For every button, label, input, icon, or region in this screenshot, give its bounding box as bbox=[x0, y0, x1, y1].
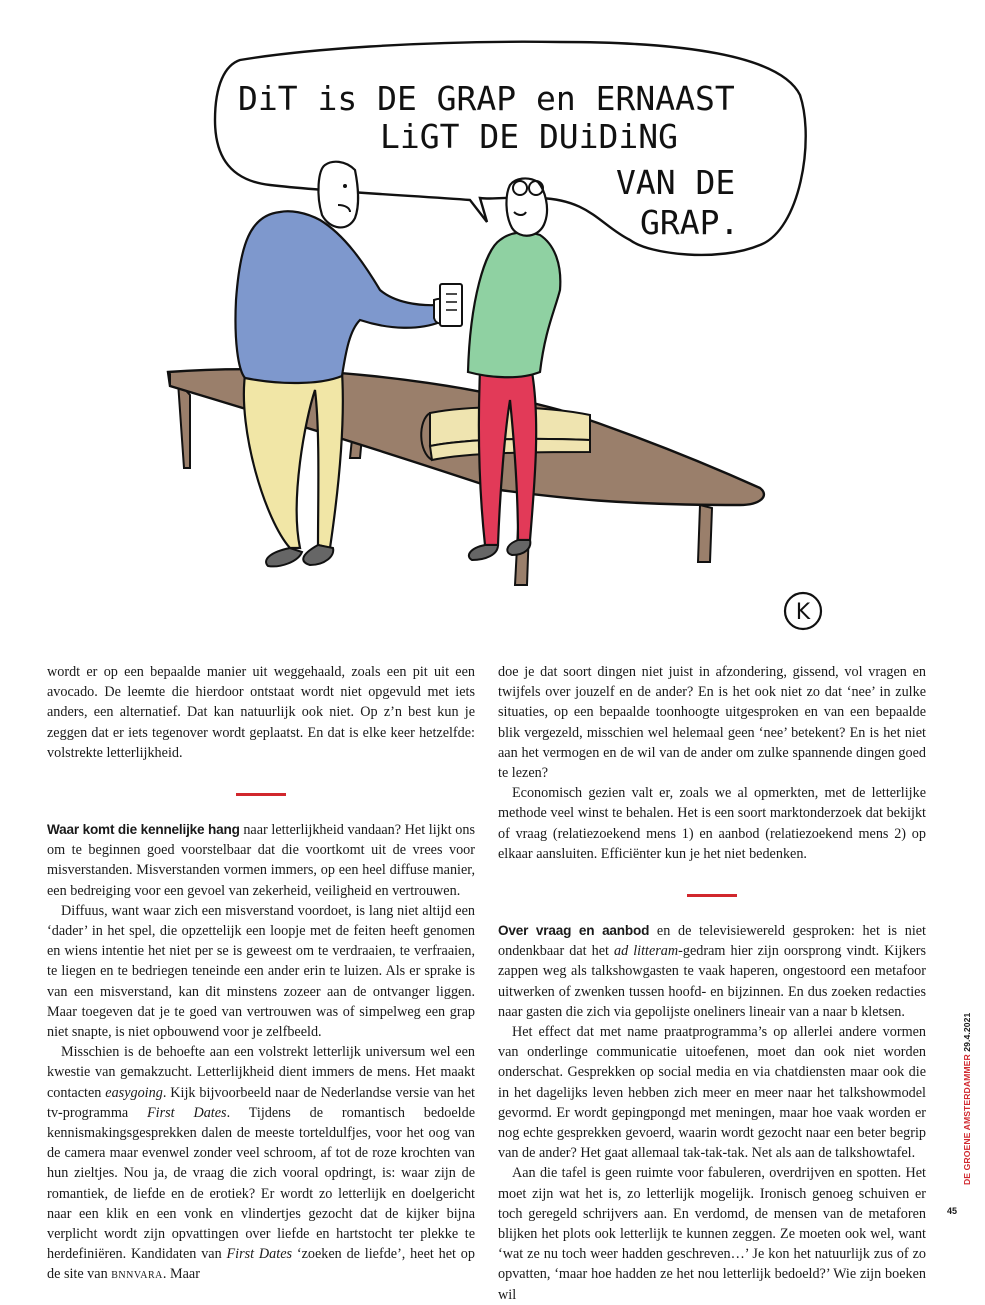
paragraph: doe je dat soort dingen niet juist in afzondering, gissend, vol vragen en twijfels over jouzelf en de ander? En is het ook niet zo dat ‘nee’ in zulke situaties, op een bepaalde toonhoogte uitgesproken en van een bepaalde blik vergezeld, misschien wel helemaal geen ‘nee’ betekent? En is het niet aan het vermogen en de wil van de ander om zulke spannende dingen goed te lezen? bbox=[498, 664, 926, 782]
paragraph-text: en de televisiewereld gesproken: het is niet ondenkbaar dat het bbox=[498, 923, 926, 960]
paragraph-text: -gedram hier zijn oorsprong vindt. Kijkers zappen weg als talkshowgasten te vaak haperen, ongestoord een metafoor uitwerken of zwenken tussen hoofd- en bijzinnen. En dus zoeken redacties naar gasten die zich via gepolijste oneliners lineair van a naar b kletsen. bbox=[498, 943, 926, 1020]
paragraph-text: naar letterlijkheid vandaan? Het lijkt ons om te beginnen goed voorstelbaar dat die voortkomt uit de vrees voor misverstanden. Misverstanden vormen immers, op een heel diffuse manier, een bedreiging voor een gevoel van zekerheid, veiligheid en vertrouwen. bbox=[47, 822, 475, 899]
issue-date: 29.4.2021 bbox=[962, 1012, 972, 1052]
article-column-right bbox=[498, 662, 926, 1305]
artist-signature bbox=[785, 593, 821, 629]
right-man bbox=[468, 178, 560, 560]
paragraph-text: . Tijdens de romantisch bedoelde kennismakingsgesprekken dalen de meeste torteldulfjes, voor het oog van de camera maar evenwel zonder veel schroom, af tot de roze krochten van hun zieltjes. Nou ja, de vraag die zich vooral opdringt, is: waar zijn de romantiek, de liefde en de erotiek? Er wordt zo letterlijk en doelgericht naar een klik en een vonk en vlindertjes gezocht dat de kijker bijna verplicht wordt zijn opvattingen over liefde en hartstocht ter plekke te herdefiniëren. Kandidaten van bbox=[47, 1104, 475, 1263]
paragraph-text: Misschien is de behoefte aan een volstrekt letterlijk universum wel een kwestie van gemakzucht. Letterlijkheid dient immers de mens. Het maakt contacten bbox=[47, 1044, 475, 1101]
speech-line-1: DiT is DE GRAP en ERNAAST bbox=[238, 79, 735, 118]
paragraph: Aan die tafel is geen ruimte voor fabuleren, overdrijven en spotten. Het moet zijn wat het is, zo letterlijk mogelijk. Ironisch genoeg schuiven er toch geregeld schrijvers aan. En verdomd, de mensen van de metaforen blijken het plots ook letterlijk te kunnen zeggen. Ze moeten ook wel, want ‘wat ze nu toch weer hadden geschreven…’ Je kon het natuurlijk zus of zo opvatten, ‘maar hoe hadden ze het nou letterlijk bedoeld?’ Wie zijn boeken wil bbox=[498, 1165, 926, 1303]
paragraph-lead: Over vraag en aanbod bbox=[498, 923, 650, 939]
paragraph-lead: Waar komt die kennelijke hang bbox=[47, 822, 240, 838]
paragraph: Economisch gezien valt er, zoals we al opmerkten, met de letterlijke methode veel winst te behalen. Het is een soort marktonderzoek dat bekijkt of vraag (relatiezoekend mens 1) en aanbod (relatiezoekend mens 2) op elkaar aansluiten. Efficiënter kun je het niet bedenken. bbox=[498, 785, 926, 862]
small-caps-text: bnnvara bbox=[111, 1266, 163, 1283]
running-head bbox=[962, 1013, 972, 1185]
section-divider bbox=[687, 894, 737, 897]
paragraph bbox=[47, 1042, 475, 1284]
paragraph bbox=[498, 921, 926, 1022]
signature-letter: K bbox=[795, 600, 811, 625]
speech-line-3: VAN DE bbox=[616, 163, 736, 202]
paragraph-text: ‘zoeken de liefde’, heet het op de site van bbox=[47, 1246, 475, 1283]
article-column-left bbox=[47, 662, 475, 1285]
emphasis: easygoing bbox=[105, 1084, 163, 1101]
paragraph: wordt er op een bepaalde manier uit weggehaald, zoals een pit uit een avocado. De leemte die hierdoor ontstaat wordt niet opgevuld met iets anders, een alternatief. Dat kan natuurlijk ook niet. Op z’n best kun je zeggen dat er iets tegenover wordt geplaatst. En dat is elke keer hetzelfde: volstrekte letterlijkheid. bbox=[47, 664, 475, 761]
paragraph: Het effect dat met name praatprogramma’s op allerlei andere vormen van onderlinge communicatie uitoefenen, moet dan ook niet worden onderschat. Gesprekken op social media en via chatdiensten maar ook die in het dagelijks leven hebben zich meer en meer naar het talkshowmodel gevormd. Er wordt gepingpongd met meningen, maar hoe vaak worden er nog echte gesprekken gevoerd, waarin wordt gezocht naar een beter begrip van de ander? Het gaat allemaal tak-tak-tak. Net als aan de talkshowtafel. bbox=[498, 1024, 926, 1162]
speech-line-2: LiGT DE DUiDiNG bbox=[380, 117, 679, 156]
paragraph: Diffuus, want waar zich een misverstand voordoet, is lang niet altijd een ‘dader’ in het spel, die opzettelijk een loopje met de feiten heeft genomen en wiens intentie het niet per se is geweest om te verdraaien, te verfraaien, te liegen en te bedriegen teneinde een ander erin te luizen. Als er sprake is van een misverstand, kan dit minstens zozeer aan de ontvanger liggen. Maar toegeven dat je te goed van vertrouwen was of simpelweg een grap niet snapte, is niet opbouwend voor je zelfbeeld. bbox=[47, 902, 475, 1041]
speech-line-4: GRAP. bbox=[640, 203, 740, 242]
paragraph-text: . Maar bbox=[162, 1266, 200, 1283]
section-divider bbox=[236, 793, 286, 796]
paragraph bbox=[47, 820, 475, 901]
emphasis: First Dates bbox=[147, 1104, 227, 1121]
page-number: 45 bbox=[947, 1206, 958, 1216]
magazine-name: DE GROENE AMSTERDAMMER bbox=[962, 1054, 972, 1185]
emphasis: ad litteram bbox=[613, 943, 679, 960]
left-man bbox=[235, 162, 462, 567]
emphasis: First Dates bbox=[226, 1246, 293, 1263]
paragraph-text: . Kijk bijvoorbeeld naar de Nederlandse versie van het tv-programma bbox=[47, 1084, 475, 1121]
